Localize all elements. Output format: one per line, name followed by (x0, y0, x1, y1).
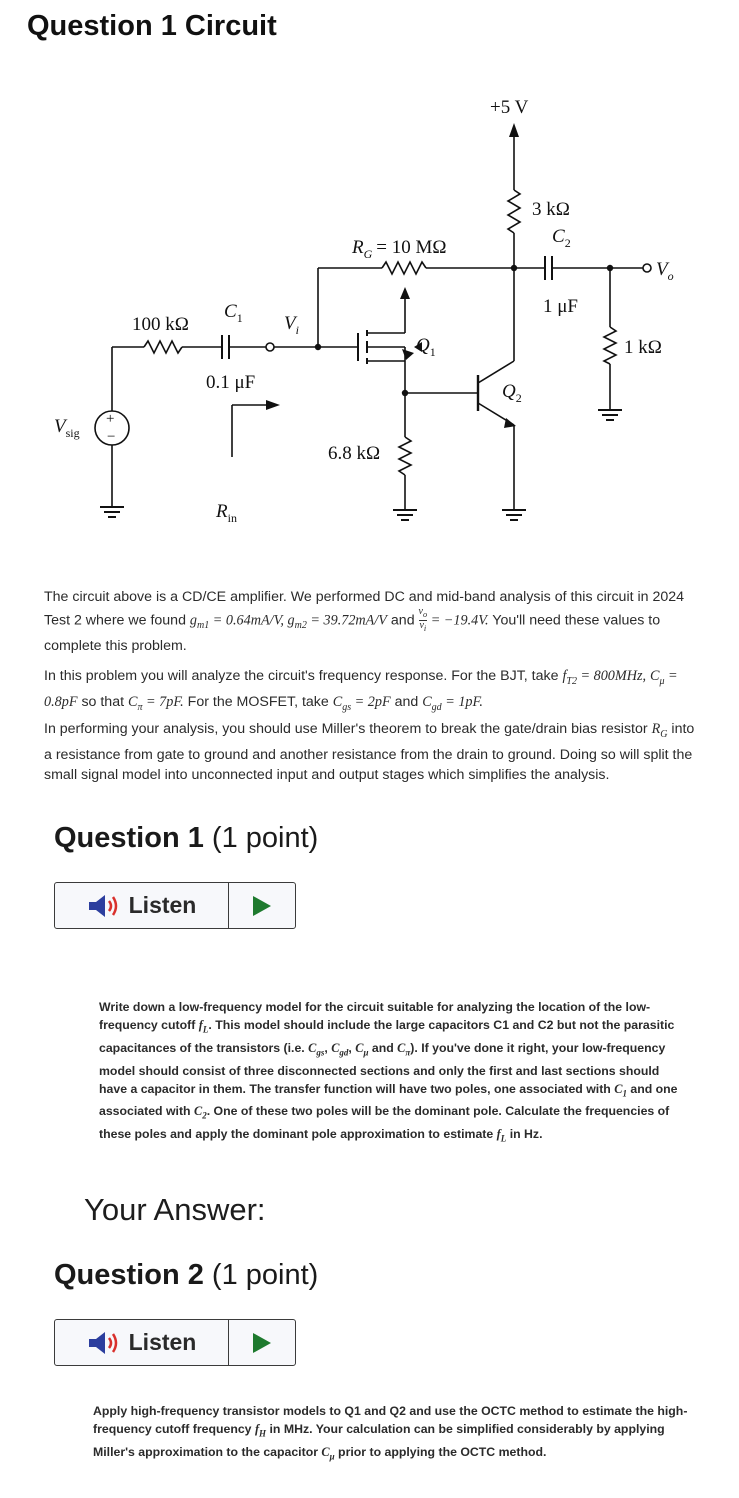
question-1-heading: Question 1 (1 point) (54, 822, 319, 854)
question-2-text: Apply high-frequency transistor models to Q1 and Q2 and use the OCTC method to estimate the high-frequency cutoff frequency $f_H$ in MHz. Your calculation can be simplified considerably by applying Miller's approximation to the capacitor $C_\mu$ prior to applying the OCTC method. (93, 1404, 688, 1462)
q2-sub: 2 (515, 391, 522, 405)
question-2-listen-widget (54, 1319, 296, 1366)
intro-paragraph-2: In this problem you will analyze the circuit's frequency response. For the BJT, take $f_{T2} = 800MHz$, $C_\mu = 0.8pF$ so that $C_\pi = 7pF$. For the MOSFET, take $C_{gs} = 2pF$ and $C_{gd} = 1pF$. (44, 668, 678, 713)
question-2-play-button[interactable] (229, 1320, 295, 1365)
rl-label: 1 kΩ (624, 337, 662, 358)
speaker-icon (87, 1330, 121, 1356)
vi-sub: i (295, 323, 299, 337)
c1-sub: 1 (236, 311, 243, 325)
c2-value: 1 μF (543, 296, 579, 317)
c2-label: $C_2$ (552, 226, 571, 250)
source-minus: − (107, 429, 116, 445)
rg-sub: G (363, 247, 373, 261)
rin-label: $R_{in}$ (216, 501, 237, 525)
q2-label: $Q_2$ (502, 381, 522, 405)
question-1-text: Write down a low-frequency model for the circuit suitable for analyzing the location of the low-frequency cutoff $f_L$. This model should include the large capacitors C1 and C2 but not the parasitic capacitances of the transistors (i.e. $C_{gs}$, $C_{gd}$, $C_\mu$ and $C_\pi$). If you've done it right, your low-frequency model should consist of three disconnected sections and only the first and last sections should have a capacitor in them. The transfer function will have two poles, one associated with $C_1$ and one associated with $C_2$. One of these two poles will be the dominant pole. Calculate the frequencies of these poles and apply the dominant pole approximation to estimate $f_L$ in Hz. (99, 1000, 678, 1144)
rg-label: $R_G = 10$ MΩ (352, 237, 447, 261)
intro-paragraph-3: In performing your analysis, you should use Miller's theorem to break the gate/drain bias resistor $R_G$ into a resistance from gate to ground and another resistance from the drain to ground. Doing so will split the small signal model into unconnected input and output stages which simplifies the analysis. (44, 721, 695, 783)
listen-label: Listen (128, 1329, 197, 1355)
source-plus: + (106, 411, 115, 427)
question-1-play-button[interactable] (229, 883, 295, 928)
listen-label: Listen (128, 892, 197, 918)
vsig-sub: sig (65, 426, 80, 440)
rc-label: 3 kΩ (532, 199, 570, 220)
vo-sub: o (667, 269, 674, 283)
circuit-diagram (40, 85, 690, 540)
q1-sub: 1 (429, 345, 436, 359)
supply-label: +5 V (490, 97, 529, 118)
rs-label: 6.8 kΩ (328, 443, 381, 464)
rsig-label: 100 kΩ (132, 314, 189, 335)
q1-label: $Q_1$ (416, 335, 436, 359)
question-1-listen-widget (54, 882, 296, 929)
your-answer-label: Your Answer: (84, 1192, 266, 1227)
vsig-label: $V_{sig}$ (54, 416, 80, 440)
rin-sub: in (227, 511, 237, 525)
question-1-listen-button[interactable] (55, 883, 229, 928)
question-2-heading: Question 2 (1 point) (54, 1259, 319, 1291)
vo-label: $V_o$ (656, 259, 674, 283)
c2-sub: 2 (564, 236, 571, 250)
speaker-icon (87, 893, 121, 919)
vi-label: $V_i$ (284, 313, 299, 337)
question-2-listen-button[interactable] (55, 1320, 229, 1365)
c1-label: $C_1$ (224, 301, 243, 325)
intro-paragraph-1: The circuit above is a CD/CE amplifier. We performed DC and mid-band analysis of this circuit in 2024 Test 2 where we found $g_{m1} = 0.64mA/V$, $g_{m2} = 39.72mA/V$ and $\frac{v_o}{v_i}$ = −19.4V. You'll need these values to complete this problem. (44, 589, 685, 655)
play-icon (251, 894, 273, 918)
play-icon (251, 1331, 273, 1355)
page-title: Question 1 Circuit (27, 10, 277, 42)
c1-value: 0.1 μF (206, 372, 256, 393)
